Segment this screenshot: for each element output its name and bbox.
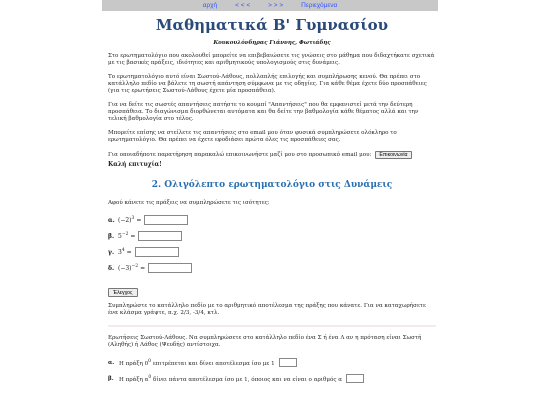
contact-button[interactable]: Επικοινωνία [375,151,411,159]
answer-input-c[interactable] [135,247,179,257]
question-label: γ. [108,248,115,256]
true-false-item-a [108,358,436,367]
answer-input-b[interactable] [138,231,182,241]
item-text: Η πράξη $0^0$ επιτρέπεται και δίνει αποτέλεσμα ίσο με 1 [119,358,275,367]
question-a [108,215,436,225]
nav-prev-link[interactable]: < < < [235,2,251,9]
answer-input-d[interactable] [148,263,192,273]
section-instruction: Αφού κάνετε τις πράξεις να συμπληρώσετε τις ισότητες: [108,200,270,206]
question-expression: $(-2)^3$ = [118,216,142,224]
intro-paragraph-3: Για να δείτε τις σωστές απαντήσεις πατήστε το κουμπί "Απαντήσεις" που θα εμφανιστεί μετά την δεύτερη προσπάθεια. Το διαγώνισμα διορθώνεται αυτόματα και θα δείτε την βαθμολογία κάθε θέματος αλλά και την τελική βαθμολογία στο τέλος. [108,102,419,122]
top-navigation [102,0,438,11]
nav-contents-link[interactable]: Περιεχόμενα [301,2,338,9]
question-label: β. [108,232,115,240]
intro-paragraph-2: Το ερωτηματολόγιο αυτό είναι Σωστού-Λάθους, πολλαπλής επιλογής και συμπλήρωσης κενού. Θα πρέπει στο κατάλληλο πεδίο να βάλετε τη σωστή απάντηση σύμφωνα με τις οδηγίες. Για κάθε θέμα έχετε δύο προσπάθειες (για τις ερωτήσεις Σωστού-Λάθους έχετε μία προσπάθεια). [108,74,427,94]
true-false-item-b [108,374,436,383]
question-d [108,263,436,273]
intro-paragraph-1: Στο ερωτηματολόγιο που ακολουθεί μπορείτε να επιβεβαιώσετε τις γνώσεις στο μάθημα που διδαχτήκατε σχετικά με τις βασικές πράξεις, ιδιότητες και αριθμητικούς υπολογισμούς στις δυνάμεις. [108,53,435,66]
question-c [108,247,436,257]
question-b [108,231,436,241]
email-text: Για οποιαδήποτε παρατήρηση παρακαλώ επικοινωνήστε μαζί μου στο προσωπικό email μου: [108,151,372,158]
check-button[interactable]: Έλεγχος [108,288,138,297]
good-luck-text: Καλή επιτυχία! [108,161,162,168]
page-title: Μαθηματικά Β' Γυμνασίου [155,16,389,34]
question-label: δ. [108,264,115,272]
email-row [108,151,436,159]
nav-home-link[interactable]: αρχή [202,2,218,9]
intro-paragraph-4: Μπορείτε επίσης να στείλετε τις απαντήσεις στο email μου όταν φυσικά συμπληρώσετε ολόκληρο το ερωτηματολόγιο. Θα πρέπει να έχετε εφοδιάσει πρώτα όλες τις προσπάθειες σας. [108,130,397,143]
nav-next-link[interactable]: > > > [268,2,284,9]
question-expression: $5^{-2}$ = [118,232,136,240]
item-label: β. [108,375,114,382]
answer-input-a[interactable] [144,215,188,225]
authors: Κουκουλόνδηρας Γιάννης, Φωτιάδης [213,40,331,46]
question-expression: $(-3)^{-2}$ = [118,264,146,272]
divider [108,325,436,327]
question-label: α. [108,216,115,224]
page-content [108,14,436,390]
true-false-instruction: Ερωτήσεις Σωστού-Λάθους. Να συμπληρώσετε στο κατάλληλο πεδίο ένα Σ ή ένα Λ αν η πρόταση είναι Σωστή (Αληθής) ή Λάθος (Ψευδής) αντίστοιχα. [108,335,422,348]
item-text: Η πράξη $\alpha^0$ δίνει πάντα αποτέλεσμα ίσο με 1, όποιος και να είναι ο αριθμός α [119,374,343,383]
section-title: 2. Ολιγόλεπτο ερωτηματολόγιο στις Δυνάμεις [151,180,393,190]
true-false-input-b[interactable] [346,374,364,383]
true-false-input-a[interactable] [279,358,297,367]
question-expression: $3^4$ = [118,248,132,256]
fraction-note: Συμπληρώστε το κατάλληλο πεδίο με το αριθμητικό αποτέλεσμα της πράξης που κάνατε. Για να καταχωρήσετε ένα κλάσμα γράψτε, π.χ. 2/3, -3/4, κτλ. [108,303,426,316]
item-label: α. [108,359,115,366]
